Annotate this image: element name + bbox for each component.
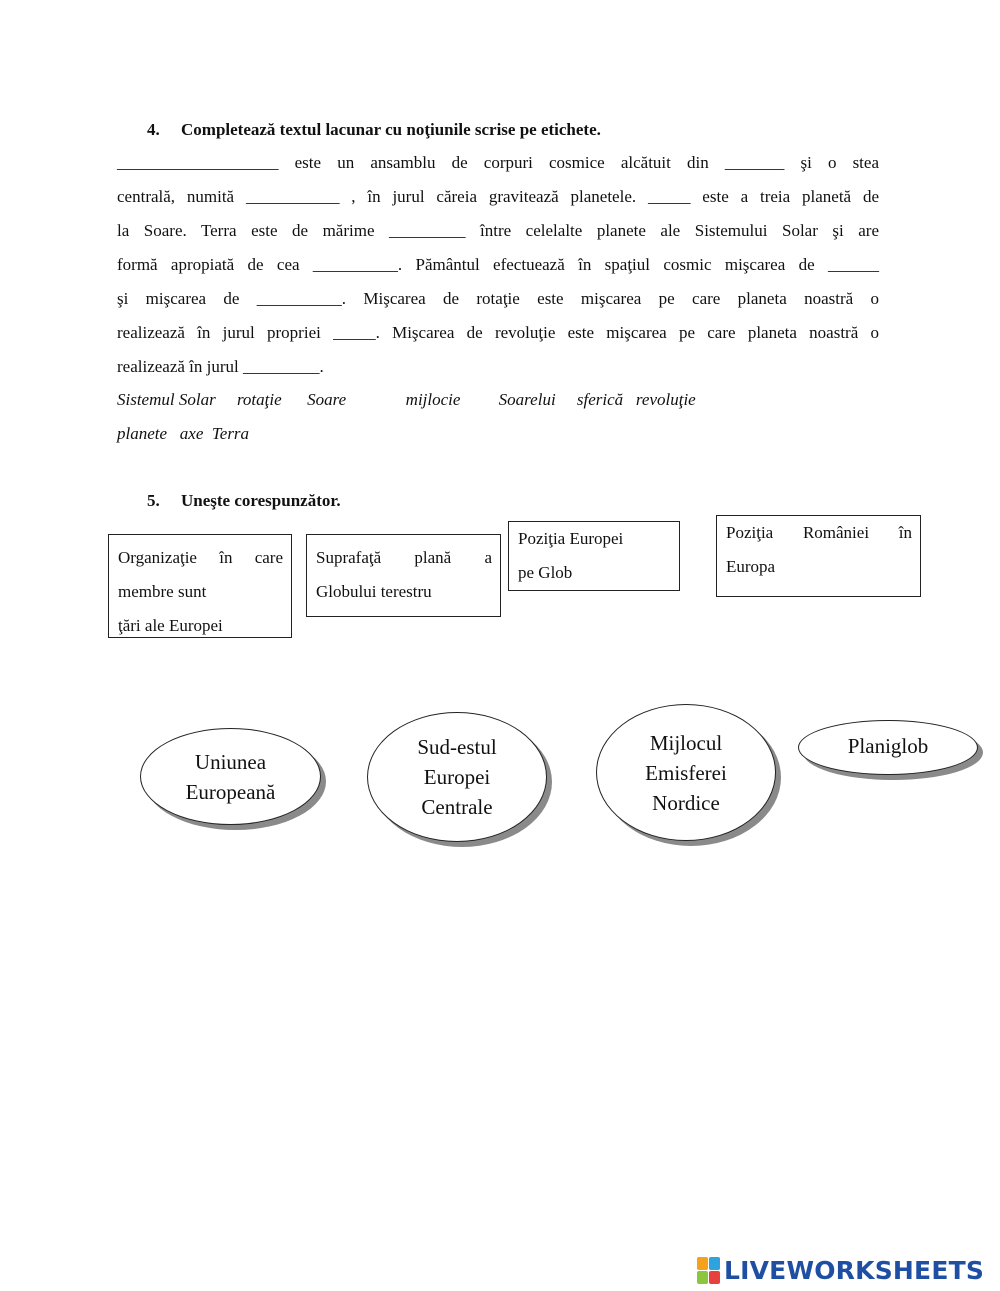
fill-text-line-4: formă apropiată de cea __________. Pământul efectuează în spaţiul cosmic mişcarea de ______ (117, 255, 879, 274)
oval-text: Nordice (652, 790, 720, 815)
box-text: pe Glob (518, 563, 573, 582)
exercise-5-number: 5. (147, 491, 160, 510)
exercise-4-title: Completează textul lacunar cu noţiunile scrise pe etichete. (181, 120, 601, 139)
match-oval-planiglob[interactable] (798, 720, 983, 780)
match-box-europe-position[interactable] (508, 521, 680, 591)
logo-tile (697, 1257, 708, 1270)
fill-text-line-5: şi mişcarea de __________. Mişcarea de rotaţie este mişcarea pe care planeta noastră o (117, 289, 879, 308)
box-text: Organizaţie în care (118, 548, 283, 567)
match-oval-middle-northern-hemisphere[interactable] (596, 704, 781, 846)
box-text: Europa (726, 557, 776, 576)
oval-body (798, 720, 978, 775)
logo-tile (697, 1271, 708, 1284)
box-text: ţări ale Europei (118, 616, 223, 635)
fill-text-line-3: la Soare. Terra este de mărime _________ între celelalte planete ale Sistemului Solar şi are (117, 221, 879, 240)
oval-body (596, 704, 776, 841)
match-box-romania-position[interactable] (716, 515, 921, 597)
match-oval-european-union[interactable] (140, 728, 326, 830)
box-text: Suprafaţă plană a (316, 548, 492, 567)
word-bank-line-2: planete axe Terra (117, 424, 250, 443)
box-text: Poziţia României în (726, 523, 912, 542)
liveworksheets-logo (697, 1254, 984, 1286)
oval-text: Uniunea (194, 749, 267, 774)
oval-text: Europei (423, 765, 491, 789)
fill-text-line-2: centrală, numită ___________ , în jurul căreia gravitează planetele. _____ este a treia planetă de (117, 187, 879, 206)
oval-body (367, 712, 547, 842)
oval-text: Mijlocul (649, 730, 723, 755)
box-text: Poziţia Europei (518, 529, 624, 548)
box-text: membre sunt (118, 582, 207, 601)
oval-text: Emisferei (645, 760, 727, 785)
box-text: Globului terestru (316, 582, 432, 601)
logo-tile (709, 1271, 720, 1284)
fill-text-line-6: realizează în jurul propriei _____. Mişcarea de revoluţie este mişcarea pe care planeta noastră o (117, 323, 879, 342)
logo-mark-icon (697, 1257, 720, 1284)
logo-tile (709, 1257, 720, 1270)
match-oval-south-east-central-europe[interactable] (367, 712, 552, 847)
oval-text: Planiglob (847, 734, 929, 758)
oval-text: Centrale (421, 795, 493, 819)
exercise-4-heading (147, 120, 601, 140)
oval-text: Sud-estul (417, 735, 497, 759)
fill-text-line-7: realizează în jurul _________. (117, 357, 324, 376)
match-box-plane-surface[interactable] (306, 534, 501, 617)
oval-body (140, 728, 321, 825)
exercise-4-number: 4. (147, 120, 160, 139)
match-box-organization[interactable] (108, 534, 292, 638)
logo-text: LIVEWORKSHEETS (724, 1255, 985, 1285)
word-bank-line-1: Sistemul Solar rotaţie Soare mijlocie Soarelui sferică revoluţie (117, 390, 696, 409)
exercise-5-heading (147, 491, 341, 511)
fill-text-line-1: ___________________ este un ansamblu de corpuri cosmice alcătuit din _______ şi o stea (117, 153, 879, 172)
oval-text: Europeană (185, 779, 276, 804)
exercise-5-title: Uneşte corespunzător. (181, 491, 341, 510)
